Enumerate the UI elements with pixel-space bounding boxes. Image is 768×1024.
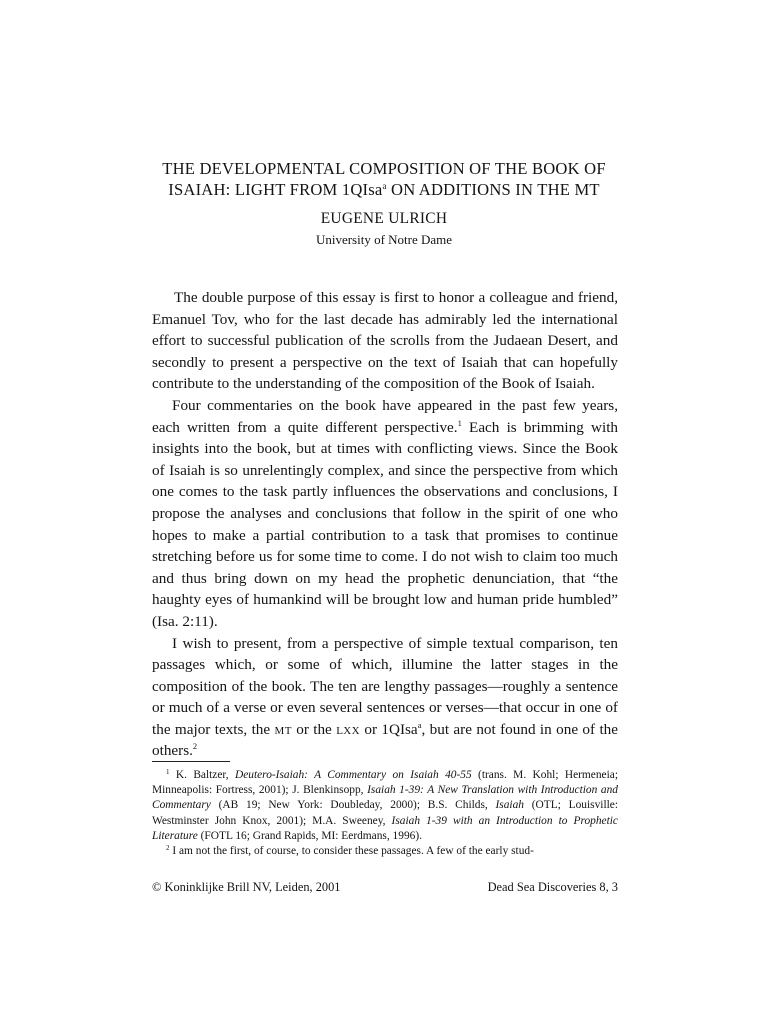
paragraph-3-text-d: , but are not found in one of the others. (152, 720, 619, 760)
footnote-1-text-a: K. Baltzer, (169, 769, 235, 781)
paragraph-3-text-a: I wish to present, from a perspective of simple textual comparison, ten passages which, or some of which, illumine the latter stages in the composition of the book. The ten are lengthy passages—roughly a sentence or much of a verse or even several sentences or verses—that occur in one of the major texts, the (152, 634, 618, 738)
footnote-ref-1[interactable]: 1 (457, 417, 462, 428)
paragraph-3-text-c: or 1QIsa (360, 720, 418, 738)
footnote-2-text: I am not the first, of course, to consider these passages. A few of the early stud- (169, 845, 534, 858)
superscript-a: a (417, 719, 422, 730)
title-line-1: THE DEVELOPMENTAL COMPOSITION OF THE BOOK OF (162, 159, 606, 178)
footnotes (152, 768, 618, 859)
footnote-1-text-b: (trans. M. Kohl; Hermeneia; Minneapolis: Fortress, 2001); J. Blenkinsopp, (152, 769, 618, 797)
footnote-1-title-3: Isaiah (495, 799, 524, 812)
paragraph-1: The double purpose of this essay is first to honor a colleague and friend, Emanuel Tov, who for the last decade has admirably led the international effort to successful publication of the scrolls from the Judaean Desert, and secondly to present a perspective on the text of Isaiah that can hopefully contribute to the understanding of the composition of the Book of Isaiah. (152, 289, 618, 393)
paragraph-2-text-a: Four commentaries on the book have appeared in the past few years, each written from a quite different perspective. (152, 396, 618, 436)
footnote-ref-2[interactable]: 2 (192, 741, 198, 752)
title-line-2-post: ON ADDITIONS IN THE MT (386, 180, 600, 199)
title-superscript: a (382, 181, 387, 191)
paragraph-3 (152, 633, 618, 763)
footnote-1-text-e: (FOTL 16; Grand Rapids, MI: Eerdmans, 1996). (197, 829, 422, 842)
journal-citation: Dead Sea Discoveries 8, 3 (487, 880, 618, 894)
footnote-1-text-d: (OTL; Louisville: Westminster John Knox, 2001); M.A. Sweeney, (152, 799, 618, 827)
paragraph-3-text-b: or the (291, 720, 337, 738)
title-line-2-pre: ISAIAH: LIGHT FROM 1QIsa (168, 180, 383, 199)
footnote-1 (152, 768, 618, 844)
abbr-mt: mt (274, 720, 292, 738)
footnote-divider (152, 761, 230, 762)
footnote-2-mark: 2 (166, 844, 170, 853)
article-header (152, 158, 616, 248)
paragraph-2 (152, 395, 618, 633)
author-affiliation: University of Notre Dame (315, 232, 453, 247)
article-title (152, 158, 616, 200)
footnote-1-title-2: Isaiah 1-39: A New Translation with Introduction and Commentary (152, 784, 619, 812)
author-name: EUGENE ULRICH (320, 210, 448, 227)
copyright-notice: © Koninklijke Brill NV, Leiden, 2001 (152, 880, 341, 894)
footnote-1-title-4: Isaiah 1-39 with an Introduction to Prophetic Literature (152, 814, 618, 842)
footnote-2 (152, 844, 618, 859)
paragraph-2-text-b: Each is brimming with insights into the book, but at times with conflicting views. Since the Book of Isaiah is so unrelentingly complex, and since the perspective from which one comes to the task partly influences the observations and conclusions, I propose the analyses and conclusions that follow in the spirit of one who hopes to make a partial contribution to a task that promises to continue stretching before us for some time to come. I do not wish to claim too much and thus bring down on my head the prophetic denunciation, that “the haughty eyes of humankind will be brought low and human pride humbled” (Isa. 2:11). (152, 418, 619, 630)
article-body (152, 287, 618, 762)
page-footer (152, 879, 618, 895)
footnote-1-title-1: Deutero-Isaiah: A Commentary on Isaiah 40-55 (234, 769, 472, 781)
footnote-1-mark: 1 (166, 768, 170, 776)
footnote-1-text-c: (AB 19; New York: Doubleday, 2000); B.S. Childs, (210, 799, 496, 812)
abbr-lxx: lxx (336, 720, 360, 738)
